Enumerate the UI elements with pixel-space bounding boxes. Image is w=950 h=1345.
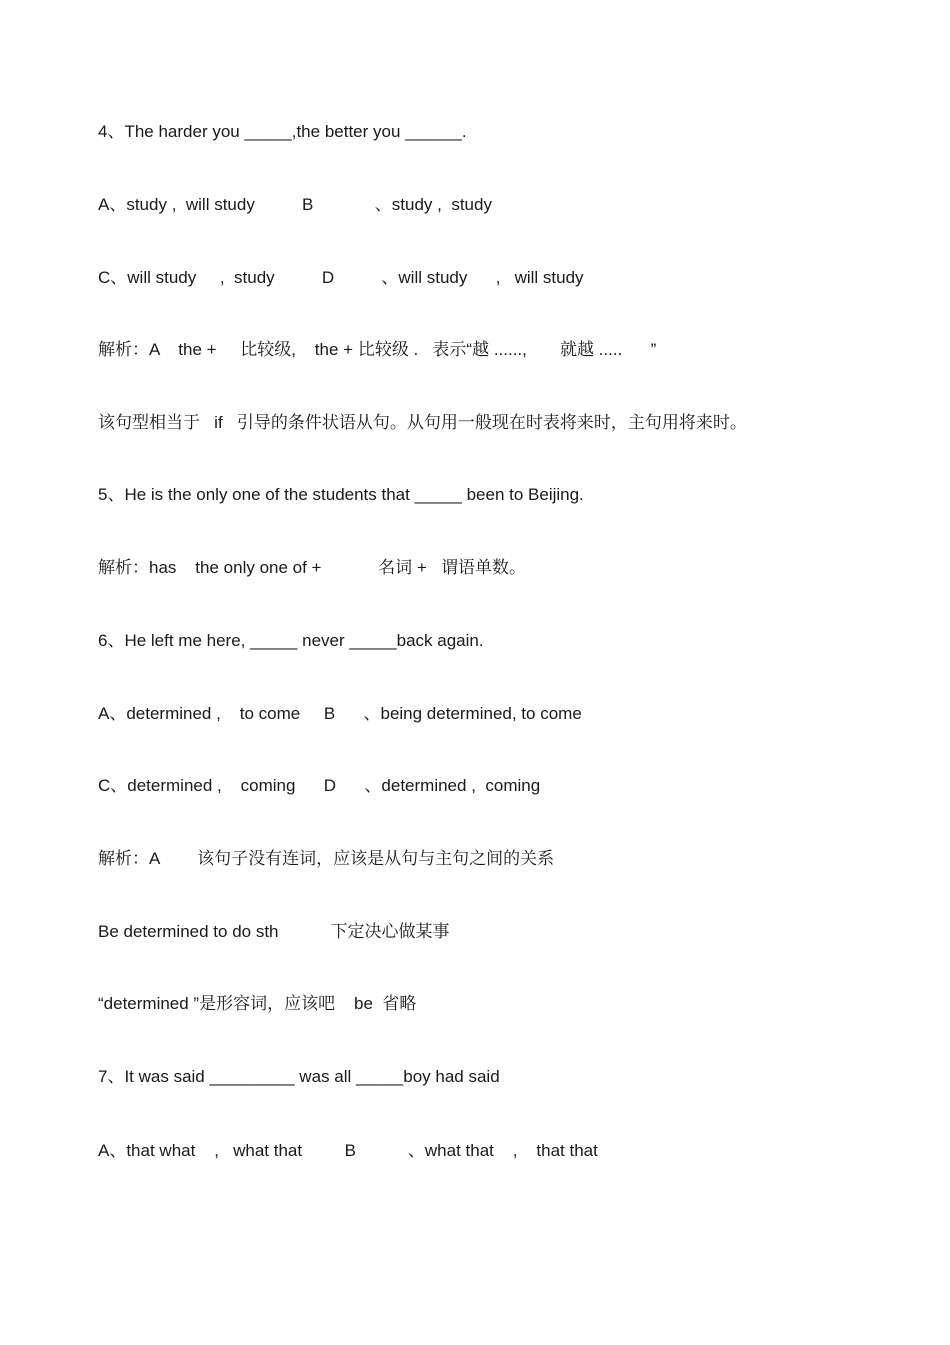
- question-6-note-adjective: “determined ”是形容词，应该吧 be 省略: [98, 994, 417, 1013]
- question-4-analysis: 解析：A the + 比较级, the + 比较级 . 表示“越 ......, 就越 ..... ”: [98, 340, 657, 359]
- question-4-options-ab: A、study , will study B 、study , study: [98, 195, 492, 214]
- question-6-options-cd: C、determined , coming D 、determined , coming: [98, 776, 541, 795]
- question-6-analysis: 解析：A 该句子没有连词，应该是从句与主句之间的关系: [98, 849, 555, 868]
- question-7-options-ab: A、that what , what that B 、what that , that that: [98, 1141, 598, 1160]
- question-5-stem: 5、He is the only one of the students that _____ been to Beijing.: [98, 485, 584, 504]
- question-6-note-phrase: Be determined to do sth 下定决心做某事: [98, 922, 450, 941]
- question-4-explanation: 该句型相当于 if 引导的条件状语从句。从句用一般现在时表将来时，主句用将来时。: [98, 413, 747, 432]
- question-4-options-cd: C、will study , study D 、will study , will study: [98, 268, 584, 287]
- question-6-options-ab: A、determined , to come B 、being determined, to come: [98, 704, 582, 723]
- question-7-stem: 7、It was said _________ was all _____boy had said: [98, 1067, 500, 1086]
- question-5-analysis: 解析：has the only one of + 名词 + 谓语单数。: [98, 558, 526, 577]
- question-6-stem: 6、He left me here, _____ never _____back again.: [98, 631, 484, 650]
- question-4-stem: 4、The harder you _____,the better you ______.: [98, 122, 467, 141]
